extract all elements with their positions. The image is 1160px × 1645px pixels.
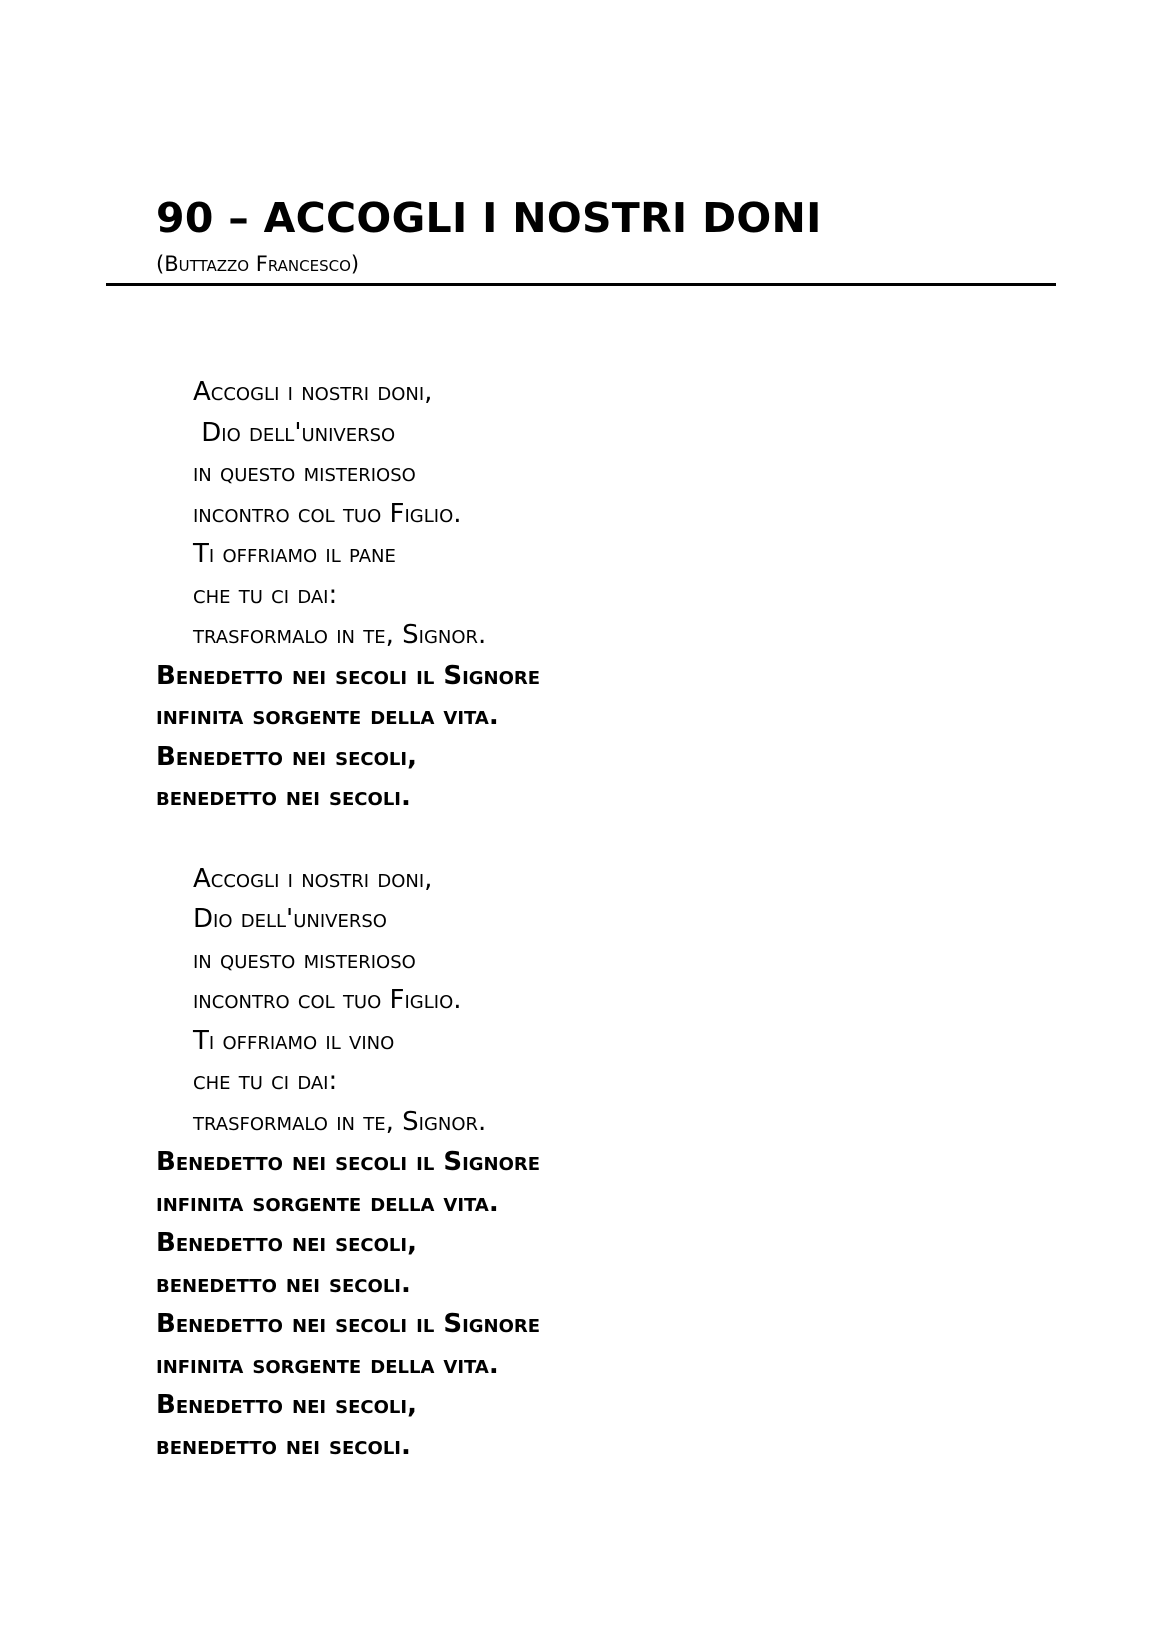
chorus-line: infinita sorgente della vita.: [156, 1187, 499, 1218]
verse-line: Accogli i nostri doni,: [193, 377, 433, 407]
song-title: 90 – ACCOGLI I NOSTRI DONI: [156, 194, 822, 242]
stanza-gap: [156, 818, 540, 859]
verse-line: Dio dell'universo: [193, 417, 396, 448]
chorus-line: Benedetto nei secoli il Signore: [156, 1147, 541, 1177]
verse-line: trasformalo in te, Signor.: [193, 620, 487, 650]
verse-line: incontro col tuo Figlio.: [193, 498, 462, 529]
chorus-line: Benedetto nei secoli,: [156, 741, 417, 772]
verse-line: Accogli i nostri doni,: [193, 863, 433, 894]
verse-line: in questo misterioso: [193, 458, 416, 488]
chorus-line: Benedetto nei secoli,: [156, 1228, 417, 1258]
chorus-line: benedetto nei secoli.: [156, 1430, 411, 1461]
verse-line: che tu ci dai:: [193, 579, 338, 610]
verse-line: che tu ci dai:: [193, 1066, 338, 1096]
chorus-line: infinita sorgente della vita.: [156, 701, 499, 731]
verse-line: incontro col tuo Figlio.: [193, 985, 462, 1015]
chorus-line: Benedetto nei secoli il Signore: [156, 660, 541, 691]
chorus-line: benedetto nei secoli.: [156, 782, 411, 812]
verse-line: in questo misterioso: [193, 944, 416, 975]
verse-line: Ti offriamo il vino: [193, 1025, 395, 1056]
chorus-line: infinita sorgente della vita.: [156, 1349, 499, 1380]
chorus-line: Benedetto nei secoli il Signore: [156, 1309, 541, 1339]
verse-line: Ti offriamo il pane: [193, 539, 396, 569]
verse-line: Dio dell'universo: [193, 904, 387, 934]
chorus-line: Benedetto nei secoli,: [156, 1390, 417, 1420]
lyrics-body: [156, 372, 540, 1466]
title-divider: [106, 283, 1056, 286]
chorus-line: benedetto nei secoli.: [156, 1268, 411, 1299]
verse-line: trasformalo in te, Signor.: [193, 1106, 487, 1137]
song-author: (Buttazzo Francesco): [156, 252, 360, 276]
